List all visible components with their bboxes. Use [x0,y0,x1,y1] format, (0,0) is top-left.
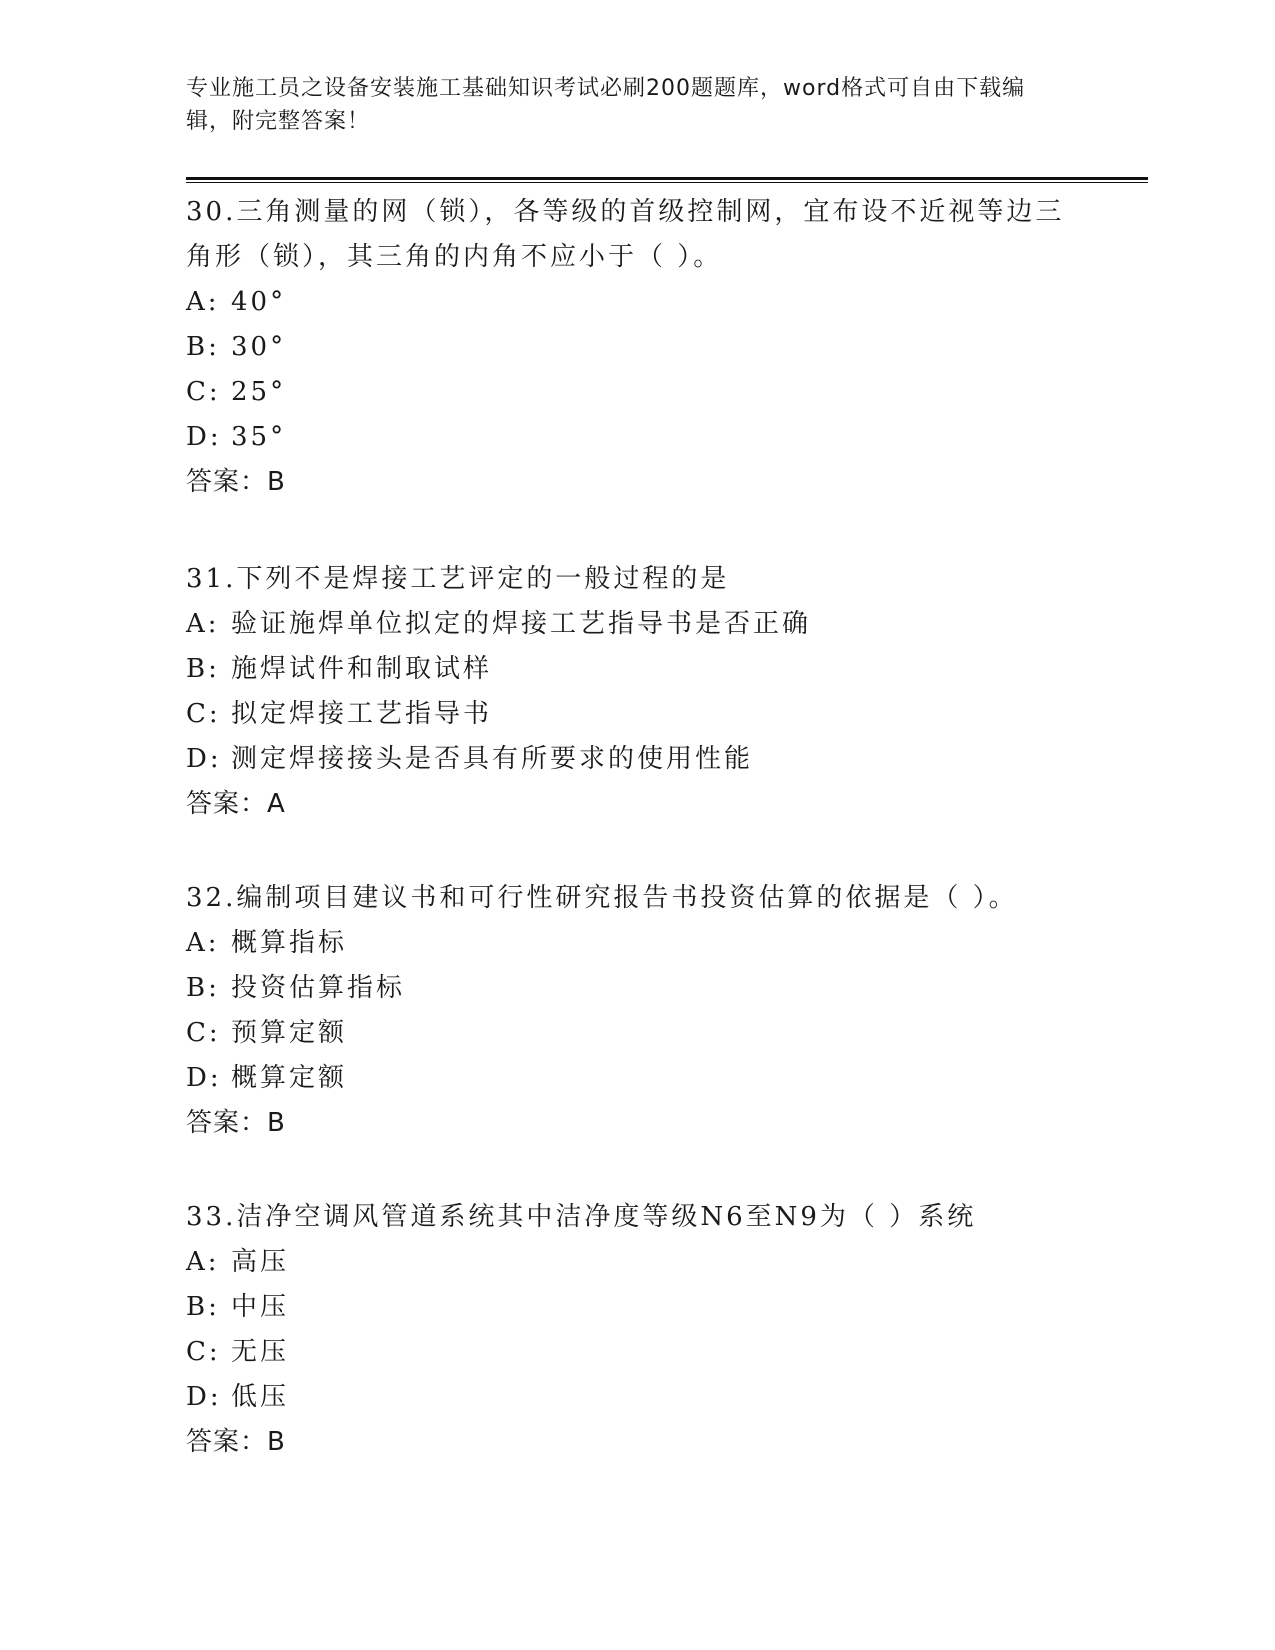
option-letter: D: [186,1382,222,1412]
option-text: 测定焊接接头是否具有所要求的使用性能 [231,744,754,774]
option-b [186,325,1086,370]
option-letter: A: [186,928,220,958]
option-text: 无压 [231,1337,290,1367]
option-d [186,737,1086,782]
answer-line: 答案：A [186,789,286,819]
option-c [186,370,1086,415]
option-letter: C: [186,1018,221,1048]
option-letter: C: [186,699,221,729]
option-text: 25° [231,377,287,407]
option-text: 35° [231,422,287,452]
option-letter: A: [186,1247,220,1277]
question-32 [186,876,1086,1146]
option-text: 投资估算指标 [231,973,406,1003]
question-stem: 33.洁净空调风管道系统其中洁净度等级N6至N9为（ ）系统 [186,1202,977,1232]
option-letter: D: [186,422,222,452]
option-letter: B: [186,973,220,1003]
option-text: 高压 [231,1247,290,1277]
option-text: 概算指标 [231,928,348,958]
option-text: 验证施焊单位拟定的焊接工艺指导书是否正确 [231,609,812,639]
question-33 [186,1195,1086,1465]
option-letter: A: [186,609,220,639]
option-c [186,692,1086,737]
option-text: 预算定额 [231,1018,348,1048]
option-a [186,280,1086,325]
option-b [186,647,1086,692]
option-letter: D: [186,1063,222,1093]
option-letter: D: [186,744,222,774]
option-d [186,1375,1086,1420]
question-stem: 32.编制项目建议书和可行性研究报告书投资估算的依据是（ ）。 [186,883,1018,913]
option-d [186,415,1086,460]
option-letter: A: [186,287,220,317]
option-letter: B: [186,332,220,362]
question-30 [186,190,1086,505]
option-b [186,1285,1086,1330]
option-c [186,1011,1086,1056]
option-letter: C: [186,377,221,407]
option-text: 40° [231,287,287,317]
option-text: 施焊试件和制取试样 [231,654,493,684]
option-text: 低压 [231,1382,290,1412]
option-c [186,1330,1086,1375]
option-a [186,1240,1086,1285]
header-divider-thick [186,177,1148,180]
option-b [186,966,1086,1011]
option-text: 概算定额 [231,1063,348,1093]
question-31 [186,557,1086,827]
option-letter: C: [186,1337,221,1367]
question-stem: 31.下列不是焊接工艺评定的一般过程的是 [186,564,730,594]
question-stem: 30.三角测量的网（锁），各等级的首级控制网，宜布设不近视等边三角形（锁），其三角的内角不应小于（ ）。 [186,197,1065,272]
answer-line: 答案：B [186,1108,286,1138]
option-text: 拟定焊接工艺指导书 [231,699,493,729]
option-a [186,602,1086,647]
document-header: 专业施工员之设备安装施工基础知识考试必刷200题题库，word格式可自由下载编辑，附完整答案！ [186,76,1026,134]
option-d [186,1056,1086,1101]
option-text: 30° [231,332,287,362]
answer-line: 答案：B [186,1427,286,1457]
option-letter: B: [186,654,220,684]
answer-line: 答案：B [186,467,286,497]
option-a [186,921,1086,966]
header-divider-thin [186,182,1148,183]
option-text: 中压 [231,1292,290,1322]
option-letter: B: [186,1292,220,1322]
